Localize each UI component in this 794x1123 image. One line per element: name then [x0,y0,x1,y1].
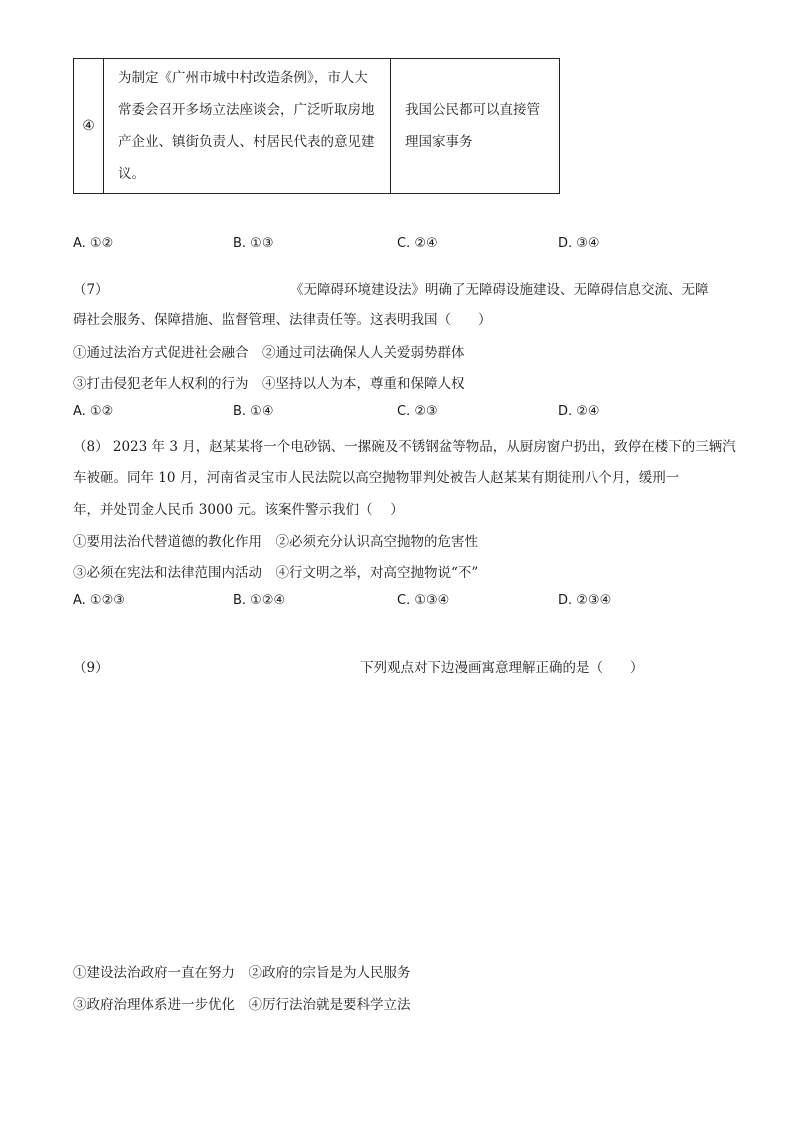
table-row [74,59,560,194]
q6-option-c[interactable]: C. ②④ [397,236,438,251]
q8-stem-line3: 年，并处罚金人民币 3000 元。该案件警示我们（ ） [73,502,404,518]
q8-option-c[interactable]: C. ①③④ [397,593,450,608]
q8-option-b[interactable]: B. ①②④ [233,593,286,608]
q7-stem-line1: 《无障碍环境建设法》明确了无障碍设施建设、无障碍信息交流、无障 [290,282,709,298]
q8-stem-line1: （8） 2023 年 3 月，赵某某将一个电砂锅、一摞碗及不锈钢盆等物品，从厨房窗户扔出，致停在楼下的三辆汽 [73,439,736,455]
q7-option-a[interactable]: A. ①② [73,404,114,419]
q7-option-d[interactable]: D. ②④ [558,404,600,419]
q7-stem-line2: 碍社会服务、保障措施、监督管理、法律责任等。这表明我国（ ） [73,312,492,328]
cartoon-area [73,690,713,940]
q6-option-d[interactable]: D. ③④ [558,236,600,251]
q9-statement-1: ①建设法治政府一直在努力 ②政府的宗旨是为人民服务 [73,965,411,981]
q8-statement-1: ①要用法治代替道德的教化作用 ②必须充分认识高空抛物的危害性 [73,534,478,550]
q7-statement-1: ①通过法治方式促进社会融合 ②通过司法确保人人关爱弱势群体 [73,345,465,361]
q7-statement-2: ③打击侵犯老年人权利的行为 ④坚持以人为本，尊重和保障人权 [73,376,465,392]
q8-option-d[interactable]: D. ②③④ [558,593,612,608]
q6-option-b[interactable]: B. ①③ [233,236,274,251]
q7-option-c[interactable]: C. ②③ [397,404,438,419]
q6-option-a[interactable]: A. ①② [73,236,114,251]
q7-number: （7） [73,282,109,298]
material-table [73,58,560,194]
q9-number: （9） [73,660,109,676]
row-material: 为制定《广州市城中村改造条例》，市人大常委会召开多场立法座谈会，广泛听取房地产企业、镇街负责人、村居民代表的意见建议。 [104,59,391,194]
q9-statement-2: ③政府治理体系进一步优化 ④厉行法治就是要科学立法 [73,997,411,1013]
q9-stem: 下列观点对下边漫画寓意理解正确的是（ ） [360,660,644,676]
q7-option-b[interactable]: B. ①④ [233,404,274,419]
q8-statement-2: ③必须在宪法和法律范围内活动 ④行文明之举，对高空抛物说“不” [73,565,479,581]
q8-stem-line2: 车被砸。同年 10 月，河南省灵宝市人民法院以高空抛物罪判处被告人赵某某有期徒刑八个月，缓刑一 [73,470,680,486]
row-number: ④ [74,59,104,194]
q8-option-a[interactable]: A. ①②③ [73,593,125,608]
row-viewpoint: 我国公民都可以直接管理国家事务 [391,59,560,194]
